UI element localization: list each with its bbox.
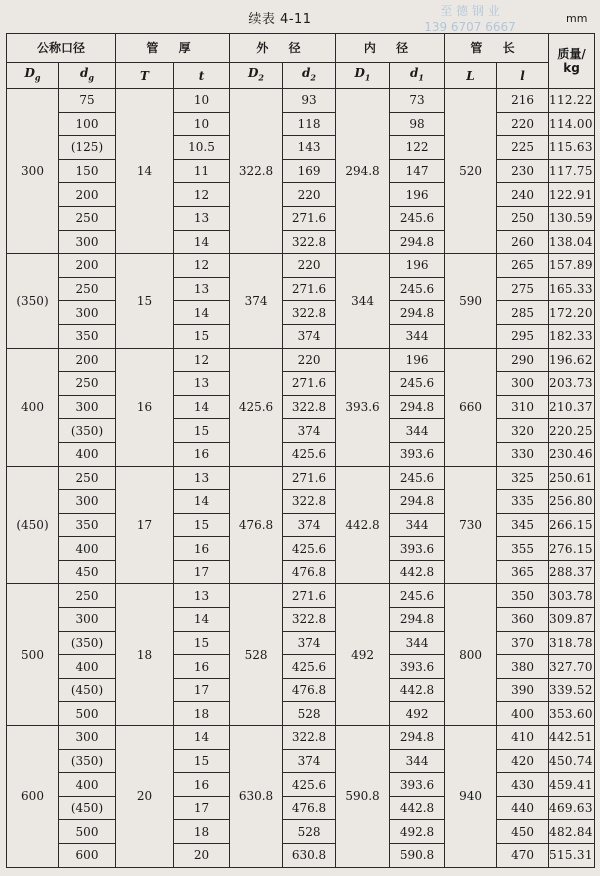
cell-d1: 344	[390, 631, 445, 655]
cell-l: 390	[497, 678, 549, 702]
cell-T: 15	[116, 254, 174, 348]
cell-D1: 590.8	[336, 726, 390, 868]
cell-Dg: (350)	[7, 254, 59, 348]
cell-t: 13	[174, 466, 230, 490]
cell-d2: 528	[283, 702, 336, 726]
cell-d1: 442.8	[390, 678, 445, 702]
cell-d1: 344	[390, 419, 445, 443]
header-D2: $D_2$	[230, 63, 283, 89]
cell-d1: 245.6	[390, 584, 445, 608]
cell-dg: 300	[59, 726, 116, 750]
cell-d2: 220	[283, 254, 336, 278]
cell-dg: 350	[59, 324, 116, 348]
cell-d1: 122	[390, 136, 445, 160]
pipe-spec-table	[6, 33, 595, 868]
table-row	[7, 749, 595, 773]
cell-d2: 322.8	[283, 490, 336, 514]
cell-mass: 138.04	[549, 230, 595, 254]
cell-Dg: 500	[7, 584, 59, 726]
cell-mass: 172.20	[549, 301, 595, 325]
cell-mass: 442.51	[549, 726, 595, 750]
cell-d2: 425.6	[283, 773, 336, 797]
cell-d1: 344	[390, 513, 445, 537]
cell-d1: 590.8	[390, 844, 445, 868]
cell-d1: 492.8	[390, 820, 445, 844]
table-row	[7, 395, 595, 419]
cell-l: 350	[497, 584, 549, 608]
cell-dg: 600	[59, 844, 116, 868]
table-row	[7, 513, 595, 537]
cell-T: 20	[116, 726, 174, 868]
table-row	[7, 324, 595, 348]
cell-l: 355	[497, 537, 549, 561]
header-Dg: $D_g$	[7, 63, 59, 89]
cell-mass: 165.33	[549, 277, 595, 301]
cell-mass: 309.87	[549, 608, 595, 632]
cell-d1: 294.8	[390, 395, 445, 419]
cell-dg: 500	[59, 702, 116, 726]
cell-d1: 492	[390, 702, 445, 726]
header-dg: $d_g$	[59, 63, 116, 89]
cell-d2: 476.8	[283, 560, 336, 584]
cell-dg: 250	[59, 372, 116, 396]
cell-d2: 476.8	[283, 678, 336, 702]
cell-mass: 157.89	[549, 254, 595, 278]
cell-l: 250	[497, 206, 549, 230]
cell-mass: 515.31	[549, 844, 595, 868]
unit-label: mm	[566, 12, 588, 25]
cell-t: 14	[174, 395, 230, 419]
cell-dg: 400	[59, 773, 116, 797]
cell-t: 14	[174, 726, 230, 750]
cell-t: 10	[174, 112, 230, 136]
cell-dg: (350)	[59, 419, 116, 443]
cell-D2: 374	[230, 254, 283, 348]
header-mass: 质量/ kg	[549, 34, 595, 89]
cell-l: 216	[497, 89, 549, 113]
table-caption: 续表 4-11	[248, 12, 312, 27]
cell-l: 220	[497, 112, 549, 136]
cell-mass: 339.52	[549, 678, 595, 702]
cell-Dg: (450)	[7, 466, 59, 584]
cell-dg: 400	[59, 442, 116, 466]
cell-t: 15	[174, 419, 230, 443]
cell-d1: 442.8	[390, 560, 445, 584]
header-l: l	[497, 63, 549, 89]
cell-t: 10	[174, 89, 230, 113]
cell-dg: 150	[59, 159, 116, 183]
cell-dg: 400	[59, 655, 116, 679]
cell-mass: 122.91	[549, 183, 595, 207]
table-row	[7, 419, 595, 443]
cell-d1: 294.8	[390, 301, 445, 325]
header-T: T	[116, 63, 174, 89]
cell-d1: 196	[390, 348, 445, 372]
cell-t: 10.5	[174, 136, 230, 160]
cell-mass: 196.62	[549, 348, 595, 372]
cell-Dg: 600	[7, 726, 59, 868]
table-row	[7, 584, 595, 608]
cell-d1: 294.8	[390, 608, 445, 632]
cell-dg: 300	[59, 230, 116, 254]
cell-mass: 276.15	[549, 537, 595, 561]
cell-d1: 393.6	[390, 655, 445, 679]
table-row	[7, 254, 595, 278]
table-row	[7, 277, 595, 301]
cell-t: 20	[174, 844, 230, 868]
cell-dg: 450	[59, 560, 116, 584]
cell-l: 225	[497, 136, 549, 160]
cell-l: 470	[497, 844, 549, 868]
cell-D2: 476.8	[230, 466, 283, 584]
cell-dg: (350)	[59, 749, 116, 773]
table-row	[7, 136, 595, 160]
cell-d2: 322.8	[283, 395, 336, 419]
cell-d2: 425.6	[283, 537, 336, 561]
cell-t: 13	[174, 372, 230, 396]
cell-D1: 442.8	[336, 466, 390, 584]
cell-l: 420	[497, 749, 549, 773]
cell-l: 230	[497, 159, 549, 183]
table-row	[7, 773, 595, 797]
cell-mass: 117.75	[549, 159, 595, 183]
cell-D2: 630.8	[230, 726, 283, 868]
cell-L: 800	[445, 584, 497, 726]
cell-dg: (125)	[59, 136, 116, 160]
cell-d2: 425.6	[283, 655, 336, 679]
cell-l: 430	[497, 773, 549, 797]
cell-mass: 288.37	[549, 560, 595, 584]
cell-dg: (350)	[59, 631, 116, 655]
cell-mass: 450.74	[549, 749, 595, 773]
cell-d1: 245.6	[390, 466, 445, 490]
header-wall-thickness: 管 厚	[116, 34, 230, 63]
cell-T: 16	[116, 348, 174, 466]
cell-mass: 469.63	[549, 796, 595, 820]
cell-mass: 210.37	[549, 395, 595, 419]
cell-t: 16	[174, 442, 230, 466]
cell-d2: 528	[283, 820, 336, 844]
cell-t: 15	[174, 631, 230, 655]
cell-mass: 327.70	[549, 655, 595, 679]
cell-t: 17	[174, 796, 230, 820]
table-row	[7, 490, 595, 514]
table-row	[7, 820, 595, 844]
table-row	[7, 348, 595, 372]
cell-d1: 294.8	[390, 726, 445, 750]
cell-mass: 256.80	[549, 490, 595, 514]
cell-d1: 196	[390, 254, 445, 278]
cell-mass: 220.25	[549, 419, 595, 443]
cell-t: 16	[174, 537, 230, 561]
header-nominal-diameter: 公称口径	[7, 34, 116, 63]
cell-dg: 250	[59, 206, 116, 230]
table-row	[7, 159, 595, 183]
cell-D2: 322.8	[230, 89, 283, 254]
cell-l: 380	[497, 655, 549, 679]
table-row	[7, 631, 595, 655]
cell-t: 12	[174, 348, 230, 372]
cell-d2: 374	[283, 749, 336, 773]
cell-t: 15	[174, 324, 230, 348]
cell-d2: 322.8	[283, 230, 336, 254]
cell-d1: 393.6	[390, 442, 445, 466]
cell-d2: 271.6	[283, 206, 336, 230]
table-row	[7, 183, 595, 207]
cell-d2: 118	[283, 112, 336, 136]
cell-l: 325	[497, 466, 549, 490]
table-row	[7, 537, 595, 561]
table-row	[7, 301, 595, 325]
cell-L: 730	[445, 466, 497, 584]
table-row	[7, 560, 595, 584]
cell-d1: 294.8	[390, 230, 445, 254]
cell-t: 12	[174, 183, 230, 207]
cell-d1: 98	[390, 112, 445, 136]
watermark-company: 至 德 钢 业	[440, 4, 500, 18]
cell-l: 290	[497, 348, 549, 372]
cell-D2: 425.6	[230, 348, 283, 466]
cell-l: 295	[497, 324, 549, 348]
cell-t: 18	[174, 820, 230, 844]
cell-d1: 442.8	[390, 796, 445, 820]
cell-T: 14	[116, 89, 174, 254]
cell-d1: 393.6	[390, 773, 445, 797]
cell-d1: 245.6	[390, 206, 445, 230]
cell-t: 14	[174, 230, 230, 254]
cell-mass: 459.41	[549, 773, 595, 797]
cell-d2: 322.8	[283, 608, 336, 632]
cell-d2: 476.8	[283, 796, 336, 820]
table-row	[7, 844, 595, 868]
cell-d1: 344	[390, 749, 445, 773]
cell-mass: 182.33	[549, 324, 595, 348]
cell-d2: 271.6	[283, 277, 336, 301]
table-row	[7, 655, 595, 679]
cell-d2: 271.6	[283, 584, 336, 608]
cell-mass: 482.84	[549, 820, 595, 844]
table-row	[7, 112, 595, 136]
cell-mass: 318.78	[549, 631, 595, 655]
cell-mass: 230.46	[549, 442, 595, 466]
cell-t: 14	[174, 490, 230, 514]
cell-d2: 169	[283, 159, 336, 183]
cell-D1: 393.6	[336, 348, 390, 466]
cell-mass: 130.59	[549, 206, 595, 230]
cell-d2: 93	[283, 89, 336, 113]
cell-dg: 300	[59, 395, 116, 419]
cell-mass: 266.15	[549, 513, 595, 537]
cell-dg: 200	[59, 183, 116, 207]
cell-L: 520	[445, 89, 497, 254]
table-container	[6, 33, 594, 868]
cell-dg: 250	[59, 584, 116, 608]
cell-dg: 300	[59, 608, 116, 632]
cell-l: 335	[497, 490, 549, 514]
cell-L: 590	[445, 254, 497, 348]
cell-dg: (450)	[59, 796, 116, 820]
watermark	[390, 3, 550, 35]
cell-d2: 143	[283, 136, 336, 160]
cell-d1: 147	[390, 159, 445, 183]
table-row	[7, 230, 595, 254]
cell-Dg: 300	[7, 89, 59, 254]
cell-t: 14	[174, 301, 230, 325]
cell-dg: 250	[59, 466, 116, 490]
cell-d2: 374	[283, 631, 336, 655]
cell-mass: 112.22	[549, 89, 595, 113]
cell-t: 17	[174, 678, 230, 702]
cell-d2: 322.8	[283, 301, 336, 325]
cell-t: 12	[174, 254, 230, 278]
cell-d1: 245.6	[390, 277, 445, 301]
watermark-phone: 139 6707 6667	[424, 20, 516, 34]
table-row	[7, 89, 595, 113]
cell-dg: 200	[59, 348, 116, 372]
table-row	[7, 372, 595, 396]
header-t: t	[174, 63, 230, 89]
cell-T: 17	[116, 466, 174, 584]
cell-D1: 344	[336, 254, 390, 348]
cell-t: 18	[174, 702, 230, 726]
table-row	[7, 678, 595, 702]
cell-l: 310	[497, 395, 549, 419]
cell-t: 14	[174, 608, 230, 632]
cell-D2: 528	[230, 584, 283, 726]
cell-L: 660	[445, 348, 497, 466]
cell-mass: 250.61	[549, 466, 595, 490]
cell-d1: 245.6	[390, 372, 445, 396]
cell-d1: 344	[390, 324, 445, 348]
cell-dg: 400	[59, 537, 116, 561]
cell-dg: 75	[59, 89, 116, 113]
cell-d1: 294.8	[390, 490, 445, 514]
cell-mass: 115.63	[549, 136, 595, 160]
cell-d2: 271.6	[283, 466, 336, 490]
cell-d2: 374	[283, 513, 336, 537]
cell-d1: 393.6	[390, 537, 445, 561]
header-inner-diameter: 内 径	[336, 34, 445, 63]
header-outer-diameter: 外 径	[230, 34, 336, 63]
cell-d2: 425.6	[283, 442, 336, 466]
cell-dg: 300	[59, 301, 116, 325]
table-row	[7, 206, 595, 230]
cell-t: 15	[174, 749, 230, 773]
cell-t: 16	[174, 773, 230, 797]
cell-dg: 250	[59, 277, 116, 301]
cell-l: 265	[497, 254, 549, 278]
cell-D1: 492	[336, 584, 390, 726]
cell-d1: 196	[390, 183, 445, 207]
cell-l: 345	[497, 513, 549, 537]
cell-mass: 303.78	[549, 584, 595, 608]
cell-l: 410	[497, 726, 549, 750]
cell-d2: 374	[283, 419, 336, 443]
cell-t: 13	[174, 277, 230, 301]
cell-mass: 353.60	[549, 702, 595, 726]
cell-t: 13	[174, 584, 230, 608]
table-row	[7, 726, 595, 750]
cell-d2: 630.8	[283, 844, 336, 868]
cell-t: 11	[174, 159, 230, 183]
cell-d2: 374	[283, 324, 336, 348]
header-L: L	[445, 63, 497, 89]
cell-d2: 220	[283, 183, 336, 207]
table-header	[7, 34, 595, 89]
header-d2: $d_2$	[283, 63, 336, 89]
cell-l: 370	[497, 631, 549, 655]
cell-dg: 200	[59, 254, 116, 278]
cell-dg: 300	[59, 490, 116, 514]
table-row	[7, 442, 595, 466]
cell-mass: 114.00	[549, 112, 595, 136]
cell-Dg: 400	[7, 348, 59, 466]
cell-dg: 350	[59, 513, 116, 537]
cell-T: 18	[116, 584, 174, 726]
cell-l: 400	[497, 702, 549, 726]
header-d1: $d_1$	[390, 63, 445, 89]
table-row	[7, 702, 595, 726]
cell-dg: (450)	[59, 678, 116, 702]
cell-l: 360	[497, 608, 549, 632]
cell-dg: 100	[59, 112, 116, 136]
cell-t: 16	[174, 655, 230, 679]
cell-d2: 271.6	[283, 372, 336, 396]
table-body	[7, 89, 595, 868]
header-D1: $D_1$	[336, 63, 390, 89]
cell-t: 15	[174, 513, 230, 537]
cell-t: 17	[174, 560, 230, 584]
table-row	[7, 608, 595, 632]
table-row	[7, 466, 595, 490]
cell-l: 365	[497, 560, 549, 584]
cell-l: 330	[497, 442, 549, 466]
cell-l: 285	[497, 301, 549, 325]
cell-d2: 322.8	[283, 726, 336, 750]
cell-d2: 220	[283, 348, 336, 372]
cell-D1: 294.8	[336, 89, 390, 254]
cell-l: 260	[497, 230, 549, 254]
cell-d1: 73	[390, 89, 445, 113]
cell-l: 275	[497, 277, 549, 301]
cell-dg: 500	[59, 820, 116, 844]
cell-l: 240	[497, 183, 549, 207]
header-pipe-length: 管 长	[445, 34, 549, 63]
cell-L: 940	[445, 726, 497, 868]
cell-l: 450	[497, 820, 549, 844]
cell-mass: 203.73	[549, 372, 595, 396]
cell-l: 300	[497, 372, 549, 396]
cell-t: 13	[174, 206, 230, 230]
table-row	[7, 796, 595, 820]
cell-l: 320	[497, 419, 549, 443]
cell-l: 440	[497, 796, 549, 820]
